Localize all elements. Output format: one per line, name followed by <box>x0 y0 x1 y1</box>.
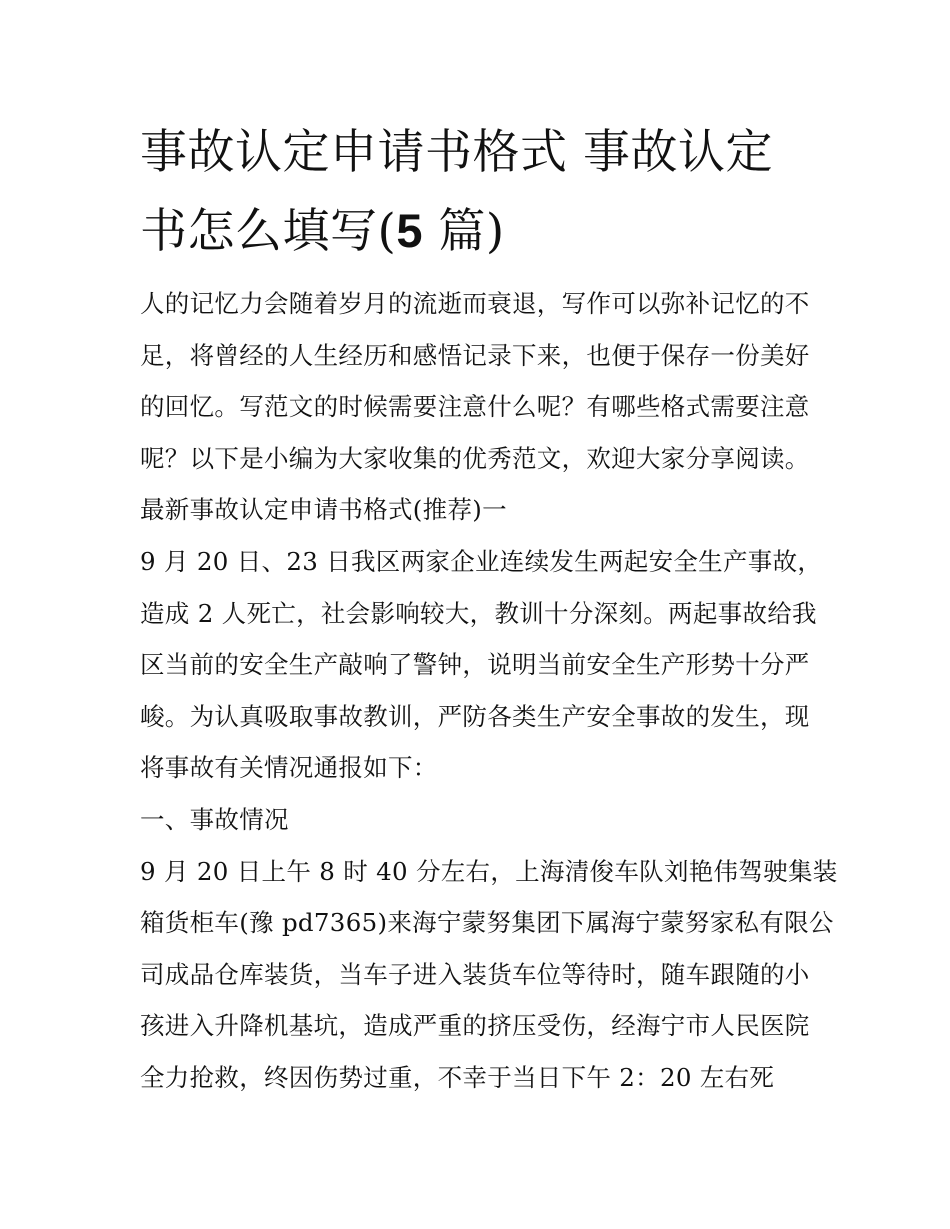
subsection-heading: 一、事故情况 <box>140 804 289 834</box>
body-line: 的回忆。写范文的时候需要注意什么呢？有哪些格式需要注意 <box>140 392 810 422</box>
body-line: 峻。为认真吸取事故教训，严防各类生产安全事故的发生，现 <box>140 701 810 731</box>
document-body <box>140 278 838 1104</box>
body-line: 9 月 20 日上午 8 时 40 分左右，上海清俊车队刘艳伟驾驶集装 <box>140 856 838 886</box>
body-line: 孩进入升降机基坑，造成严重的挤压受伤，经海宁市人民医院 <box>140 1011 810 1041</box>
body-line: 9 月 20 日、23 日我区两家企业连续发生两起安全生产事故， <box>140 546 823 576</box>
body-line: 将事故有关情况通报如下： <box>140 753 438 783</box>
body-line: 司成品仓库装货，当车子进入装货车位等待时，随车跟随的小 <box>140 959 810 989</box>
body-line: 区当前的安全生产敲响了警钟，说明当前安全生产形势十分严 <box>140 650 810 680</box>
body-line: 造成 2 人死亡，社会影响较大，教训十分深刻。两起事故给我 <box>140 598 817 628</box>
body-line: 足，将曾经的人生经历和感悟记录下来，也便于保存一份美好 <box>140 340 810 370</box>
body-line: 呢？以下是小编为大家收集的优秀范文，欢迎大家分享阅读。 <box>140 443 810 473</box>
body-line: 箱货柜车(豫 pd7365)来海宁蒙努集团下属海宁蒙努家私有限公 <box>140 908 834 938</box>
document-title <box>140 114 820 271</box>
title-line-2-text: 书怎么填写( <box>140 204 397 259</box>
title-line-2-tail: 篇) <box>422 204 505 259</box>
title-line-1: 事故认定申请书格式 事故认定 <box>140 125 773 180</box>
body-line: 人的记忆力会随着岁月的流逝而衰退，写作可以弥补记忆的不 <box>140 289 810 318</box>
title-line-2-number: 5 <box>396 204 423 257</box>
section-heading: 最新事故认定申请书格式(推荐)一 <box>140 495 507 525</box>
body-line: 全力抢救，终因伤势过重，不幸于当日下午 2：20 左右死 <box>140 1062 775 1092</box>
